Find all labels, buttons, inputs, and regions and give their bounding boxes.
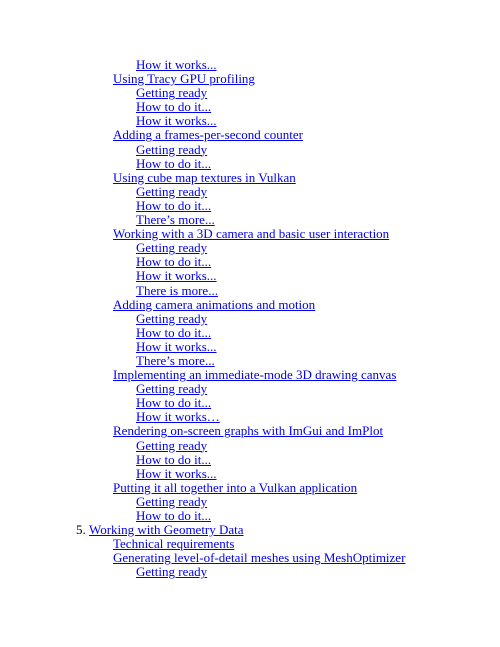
toc-entry	[0, 241, 500, 255]
toc-link[interactable]: How to do it...	[136, 324, 212, 340]
toc-link[interactable]: How it works...	[136, 57, 217, 72]
toc-entry	[0, 269, 500, 283]
toc-entry	[0, 396, 500, 410]
toc-entry	[0, 298, 500, 312]
toc-link[interactable]: Getting ready	[136, 183, 208, 199]
toc-link[interactable]: How to do it...	[136, 197, 212, 213]
toc-link[interactable]: Rendering on-screen graphs with ImGui and ImPlot	[113, 423, 384, 439]
toc-link[interactable]: Getting ready	[136, 310, 208, 326]
toc-entry	[0, 157, 500, 171]
toc-chapter-entry	[0, 523, 500, 537]
table-of-contents	[0, 58, 500, 579]
toc-entry	[0, 227, 500, 241]
toc-entry	[0, 467, 500, 481]
toc-link[interactable]: Adding camera animations and motion	[113, 296, 316, 312]
toc-link[interactable]: How to do it...	[136, 254, 212, 270]
toc-link[interactable]: Getting ready	[136, 493, 208, 509]
toc-link[interactable]: Getting ready	[136, 85, 208, 101]
toc-entry	[0, 439, 500, 453]
toc-link[interactable]: Getting ready	[136, 381, 208, 397]
toc-entry	[0, 368, 500, 382]
toc-link[interactable]: Using cube map textures in Vulkan	[113, 169, 296, 185]
toc-link[interactable]: Technical requirements	[113, 536, 235, 552]
toc-entry	[0, 86, 500, 100]
toc-entry	[0, 114, 500, 128]
toc-entry	[0, 551, 500, 565]
toc-entry	[0, 453, 500, 467]
toc-link[interactable]: Using Tracy GPU profiling	[113, 71, 255, 87]
toc-link[interactable]: How to do it...	[136, 395, 212, 411]
toc-entry	[0, 284, 500, 298]
toc-entry	[0, 199, 500, 213]
toc-entry	[0, 312, 500, 326]
toc-entry	[0, 128, 500, 142]
toc-entry	[0, 537, 500, 551]
toc-entry	[0, 100, 500, 114]
toc-entry	[0, 213, 500, 227]
toc-link[interactable]: Getting ready	[136, 240, 208, 256]
toc-entry	[0, 340, 500, 354]
toc-entry	[0, 410, 500, 424]
toc-link[interactable]: There’s more...	[136, 352, 215, 368]
toc-chapter-number: 5.	[76, 522, 86, 538]
toc-link[interactable]: How it works...	[136, 338, 217, 354]
toc-link[interactable]: There is more...	[136, 282, 218, 298]
toc-entry	[0, 382, 500, 396]
toc-link[interactable]: How it works...	[136, 113, 217, 129]
toc-link[interactable]: There’s more...	[136, 212, 215, 228]
toc-link[interactable]: Generating level-of-detail meshes using MeshOptimizer	[113, 550, 406, 566]
toc-entry	[0, 185, 500, 199]
toc-link[interactable]: Getting ready	[136, 437, 208, 453]
toc-entry	[0, 72, 500, 86]
toc-entry	[0, 495, 500, 509]
toc-entry	[0, 143, 500, 157]
toc-entry	[0, 326, 500, 340]
toc-link[interactable]: How to do it...	[136, 99, 212, 115]
toc-entry	[0, 255, 500, 269]
toc-link[interactable]: Implementing an immediate-mode 3D drawing canvas	[113, 367, 397, 383]
toc-link[interactable]: Working with a 3D camera and basic user interaction	[113, 226, 390, 242]
toc-link[interactable]: How to do it...	[136, 155, 212, 171]
toc-entry	[0, 424, 500, 438]
toc-link[interactable]: How to do it...	[136, 451, 212, 467]
toc-entry	[0, 354, 500, 368]
toc-entry	[0, 58, 500, 72]
toc-entry	[0, 171, 500, 185]
toc-entry	[0, 481, 500, 495]
toc-link[interactable]: Getting ready	[136, 141, 208, 157]
toc-link[interactable]: How it works...	[136, 465, 217, 481]
toc-link[interactable]: How to do it...	[136, 508, 212, 523]
toc-link[interactable]: Getting ready	[136, 564, 208, 580]
toc-link[interactable]: Putting it all together into a Vulkan application	[113, 479, 358, 495]
toc-entry	[0, 509, 500, 523]
toc-link[interactable]: Working with Geometry Data	[89, 522, 244, 538]
toc-link[interactable]: How it works…	[136, 409, 220, 425]
toc-link[interactable]: Adding a frames-per-second counter	[113, 127, 303, 143]
toc-entry	[0, 565, 500, 579]
toc-link[interactable]: How it works...	[136, 268, 217, 284]
